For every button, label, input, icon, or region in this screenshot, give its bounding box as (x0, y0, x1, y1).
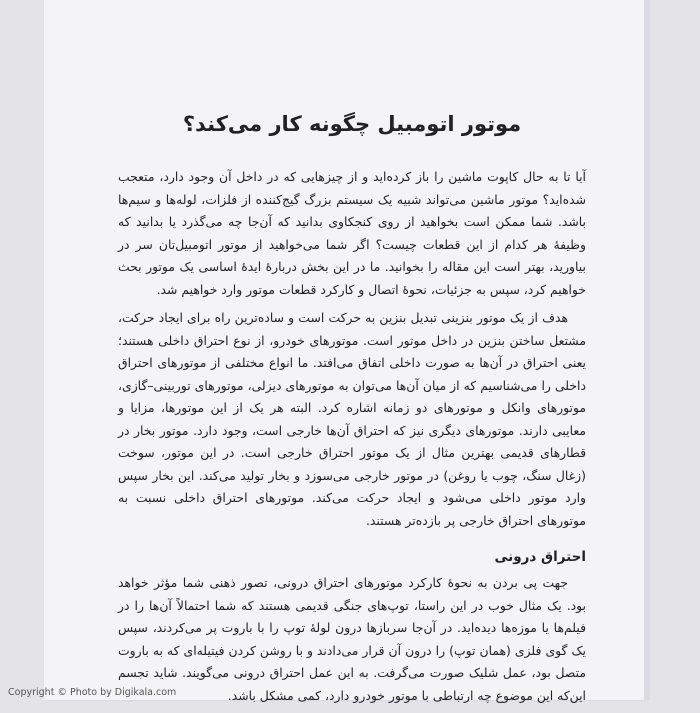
page-edge (644, 0, 650, 700)
section-heading: احتراق درونی (494, 549, 586, 565)
section-paragraph: جهت پی بردن به نحوهٔ کارکرد موتورهای احتراق درونی، تصور ذهنی شما مؤثر خواهد بود. یک مثال خوب در این راستا، توپ‌های جنگی قدیمی هستند که شما احتمالاً آن‌ها را در فیلم‌ها یا موزه‌ها دیده‌اید. در آن‌جا سربازها درون لولهٔ توپ را با باروت پر می‌کردند، سپس یک گوی فلزی (همان توپ) را درون آن قرار می‌دادند و با روشن کردن فیتیله‌ای که به باروت متصل بود، عمل شلیک صورت می‌گرفت. به این عمل احتراق درونی می‌گویند. شاید تجسم این‌که این موضوع چه ارتباطی با موتور خودرو دارد، کمی مشکل باشد. (118, 575, 586, 703)
body-paragraph: هدف از یک موتور بنزینی تبدیل بنزین به حرکت است و ساده‌ترین راه برای ایجاد حرکت، مشتعل ساختن بنزین در داخل موتور است. موتورهای خودرو، از نوع احتراق داخلی هستند؛ یعنی احتراق در آن‌ها به صورت داخلی اتفاق می‌افتد. ما انواع مختلفی از موتورهای احتراق داخلی را می‌شناسیم که از میان آن‌ها می‌توان به موتورهای دیزلی، موتورهای توربینی–گازی، موتورهای وانکل و موتورهای دو زمانه اشاره کرد. البته هر یک از این موتورها، مزایا و معایبی دارند. موتورهای دیگری نیز که احتراق آن‌ها خارجی است، وجود دارد. موتور بخار در قطارهای قدیمی بهترین مثال از یک موتور احتراق خارجی است. در این موتور، سوخت (زغال سنگ، چوب یا روغن) در موتور خارجی می‌سوزد و بخار تولید می‌کند. این بخار سپس وارد موتور داخلی می‌شود و ایجاد حرکت می‌کند. موتورهای احتراق داخلی نسبت به موتورهای احتراق خارجی پر بازده‌تر هستند. (118, 310, 586, 528)
intro-paragraph: آیا تا به حال کاپوت ماشین را باز کرده‌اید و از چیزهایی که در داخل آن وجود دارد، متعجب شده‌اید؟ موتور ماشین می‌تواند شبیه یک سیستم بزرگ گیج‌کننده از فلزات، لوله‌ها و سیم‌ها باشد. شما ممکن است بخواهید از روی کنجکاوی بدانید که آن‌جا چه می‌گذرد یا بدانید که وظیفهٔ هر کدام از این قطعات چیست؟ اگر شما می‌خواهید از موتور اتومبیل‌تان سر در بیاورید، بهتر است این مقاله را بخوانید. ما در این بخش دربارهٔ ایدهٔ اساسی یک موتور بحث خواهیم کرد، سپس به جزئیات، نحوهٔ اتصال و کارکرد قطعات موتور وارد خواهیم شد. (118, 169, 586, 297)
page-title: موتور اتومبیل چگونه کار می‌کند؟ (182, 112, 522, 136)
page-content (118, 112, 586, 713)
copyright-watermark: Copyright © Photo by Digikala.com (8, 687, 177, 698)
